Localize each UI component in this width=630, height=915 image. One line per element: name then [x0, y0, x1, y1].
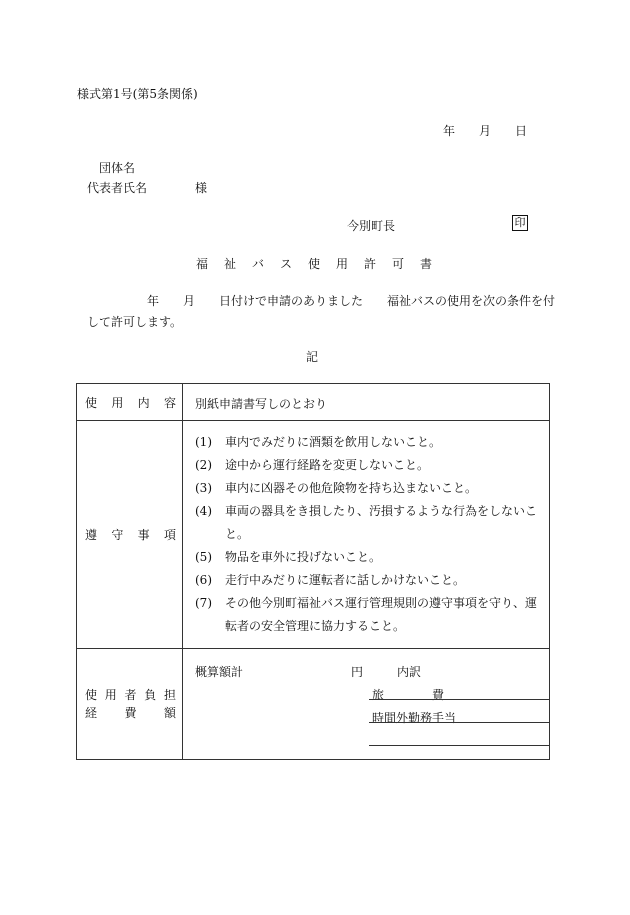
travel-expense-label: 旅 費: [372, 688, 445, 702]
rules-list-cell: [183, 421, 550, 649]
label-char: 経: [85, 706, 98, 720]
rule-number: (7): [195, 596, 212, 610]
label-char: 項: [163, 528, 176, 542]
cost-label-cell: [77, 649, 183, 760]
blank-line: [369, 745, 549, 746]
label-char: 負: [144, 688, 157, 702]
seal-stamp: 印: [512, 215, 528, 231]
rule-number: (6): [195, 573, 212, 587]
conditions-table: [76, 383, 550, 760]
table-row-rules: [77, 421, 550, 649]
rule-text: 車内に凶器その他危険物を持ち込まないこと。: [225, 481, 478, 495]
cost-detail-cell: [183, 649, 550, 760]
label-char: 費: [124, 706, 137, 720]
body-text-line-1: 年 月 日付けで申請のありました 福祉バスの使用を次の条件を付: [147, 294, 556, 308]
body-text-line-2: して許可します。: [87, 315, 183, 329]
travel-expense-line: [369, 699, 549, 700]
label-char: 容: [163, 395, 176, 410]
overtime-allowance-label: 時間外勤務手当: [372, 711, 457, 725]
rule-text: 走行中みだりに運転者に話しかけないこと。: [225, 573, 466, 587]
label-char: 事: [137, 528, 150, 542]
cost-label-line-2: [85, 704, 176, 722]
total-estimate-label: 概算額計: [195, 665, 244, 679]
list-item: [195, 546, 539, 569]
cost-label-line-1: [85, 686, 176, 704]
list-item: [195, 454, 539, 477]
label-char: 使: [85, 395, 98, 410]
cost-detail: [183, 649, 549, 759]
label-char: 使: [85, 688, 98, 702]
rule-text: 車両の器具をき損したり、汚損するような行為をしないこと。: [225, 504, 538, 541]
form-number: 様式第1号(第5条関係): [77, 87, 198, 101]
label-char: 守: [111, 528, 124, 542]
issuer-name: 今別町長: [347, 219, 396, 233]
label-char: 用: [104, 688, 117, 702]
document-title: 福 祉 バ ス 使 用 許 可 書: [196, 257, 435, 271]
label-char: 遵: [85, 528, 98, 542]
org-name-label: 団体名: [99, 161, 136, 175]
overtime-allowance-line: [369, 722, 549, 723]
table-row-usage: [77, 384, 550, 421]
list-item: [195, 592, 539, 638]
rule-number: (1): [195, 435, 212, 449]
label-char: 用: [111, 395, 124, 410]
representative-name-label: 代表者氏名 様: [87, 181, 208, 195]
rule-number: (5): [195, 550, 212, 564]
list-item: [195, 431, 539, 454]
table-row-cost: [77, 649, 550, 760]
usage-label-cell: [77, 384, 183, 421]
rule-number: (2): [195, 458, 212, 472]
list-item: [195, 477, 539, 500]
rules-label-cell: [77, 421, 183, 649]
ki-heading: 記: [306, 350, 319, 364]
rule-number: (4): [195, 504, 212, 518]
label-char: 担: [163, 688, 176, 702]
rule-text: 途中から運行経路を変更しないこと。: [225, 458, 430, 472]
label-char: 額: [163, 706, 176, 720]
label-char: 内: [137, 395, 150, 410]
rule-text: その他今別町福祉バス運行管理規則の遵守事項を守り、運転者の安全管理に協力すること。: [225, 596, 538, 633]
list-item: [195, 500, 539, 546]
usage-value: 別紙申請書写しのとおり: [195, 397, 328, 411]
list-item: [195, 569, 539, 592]
rules-label: [77, 526, 182, 543]
rule-text: 車内でみだりに酒類を飲用しないこと。: [225, 435, 442, 449]
label-char: 者: [124, 688, 137, 702]
yen-label: 円: [351, 665, 364, 679]
rule-number: (3): [195, 481, 212, 495]
usage-value-cell: [183, 384, 550, 421]
rule-text: 物品を車外に投げないこと。: [225, 550, 382, 564]
cost-label: [77, 686, 182, 722]
rules-list: [183, 421, 549, 638]
date-line: 年 月 日: [443, 124, 528, 138]
breakdown-label: 内訳: [397, 665, 422, 679]
usage-label: [77, 394, 182, 411]
